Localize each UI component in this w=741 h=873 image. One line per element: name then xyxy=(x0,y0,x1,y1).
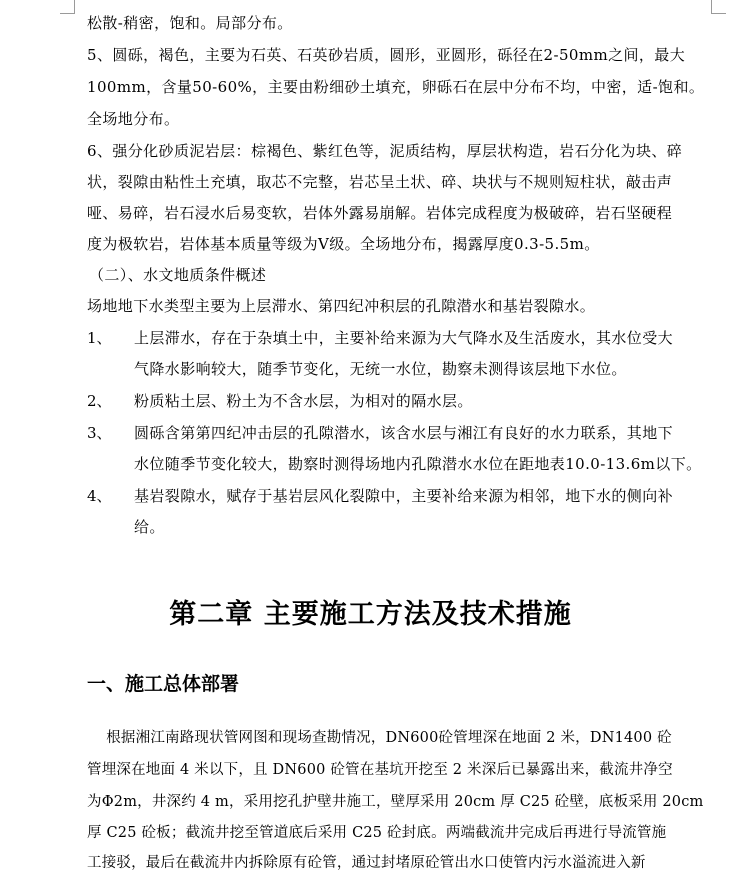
paragraph-line: 场地地下水类型主要为上层滞水、第四纪冲积层的孔隙潜水和基岩裂隙水。 xyxy=(87,297,596,315)
paragraph-line: 6、强分化砂质泥岩层：棕褐色、紫红色等，泥质结构，厚层状构造，岩石分化为块、碎 xyxy=(87,142,683,160)
list-item-number: 4、 xyxy=(87,487,112,505)
paragraph-line: 松散-稍密，饱和。局部分布。 xyxy=(87,14,293,32)
list-item-number: 3、 xyxy=(87,424,112,442)
body-line: 厚 C25 砼板；截流井挖至管道底后采用 C25 砼封底。两端截流井完成后再进行导流管施 xyxy=(87,825,667,841)
section-title: 一、施工总体部署 xyxy=(87,673,240,695)
paragraph-line: 5、圆砾，褐色，主要为石英、石英砂岩质，圆形，亚圆形，砾径在2-50mm之间，最大 xyxy=(87,46,686,64)
list-item-number: 1、 xyxy=(87,329,112,347)
list-item-line: 给。 xyxy=(134,518,165,536)
list-item-line: 粉质粘土层、粉土为不含水层，为相对的隔水层。 xyxy=(134,392,473,410)
body-line: 工接驳，最后在截流井内拆除原有砼管，通过封堵原砼管出水口使管内污水溢流进入新 xyxy=(87,855,646,871)
paragraph-line: 哑、易碎，岩石浸水后易变软，岩体外露易崩解。岩体完成程度为极破碎，岩石坚硬程 xyxy=(87,204,673,222)
chapter-title: 第二章 主要施工方法及技术措施 xyxy=(169,599,572,630)
page-corner-mark xyxy=(711,0,726,14)
paragraph-line: 度为极软岩，岩体基本质量等级为Ⅴ级。全场地分布，揭露厚度0.3-5.5m。 xyxy=(87,235,600,253)
page-corner-mark xyxy=(60,0,75,14)
list-item-number: 2、 xyxy=(87,392,112,410)
body-line: 为Φ2m，井深约 4 m，采用挖孔护壁井施工，壁厚采用 20cm 厚 C25 砼壁，底板采用 20cm xyxy=(87,794,704,810)
body-line: 根据湘江南路现状管网图和现场查勘情况，DN600砼管埋深在地面 2 米，DN1400 砼 xyxy=(87,730,672,746)
list-item-line: 水位随季节变化较大，勘察时测得场地内孔隙潜水水位在距地表10.0-13.6m以下。 xyxy=(134,455,702,473)
subsection-heading: （二）、水文地质条件概述 xyxy=(89,266,267,284)
paragraph-line: 状，裂隙由粘性土充填，取芯不完整，岩芯呈土状、碎、块状与不规则短柱状，敲击声 xyxy=(87,173,673,191)
list-item-line: 圆砾含第第四纪冲击层的孔隙潜水，该含水层与湘江有良好的水力联系，其地下 xyxy=(134,424,674,442)
list-item-line: 气降水影响较大，随季节变化，无统一水位，勘察未测得该层地下水位。 xyxy=(134,360,627,378)
list-item-line: 上层滞水，存在于杂填土中，主要补给来源为大气降水及生活废水，其水位受大 xyxy=(134,329,674,347)
body-line: 管埋深在地面 4 米以下，且 DN600 砼管在基坑开挖至 2 米深后已暴露出来，截流井净空 xyxy=(87,762,673,778)
paragraph-line: 全场地分布。 xyxy=(87,110,180,128)
paragraph-line: 100mm，含量50-60%，主要由粉细砂土填充，卵砾石在层中分布不均，中密，适-饱和。 xyxy=(87,78,705,96)
list-item-line: 基岩裂隙水，赋存于基岩层风化裂隙中，主要补给来源为相邻，地下水的侧向补 xyxy=(134,487,674,505)
